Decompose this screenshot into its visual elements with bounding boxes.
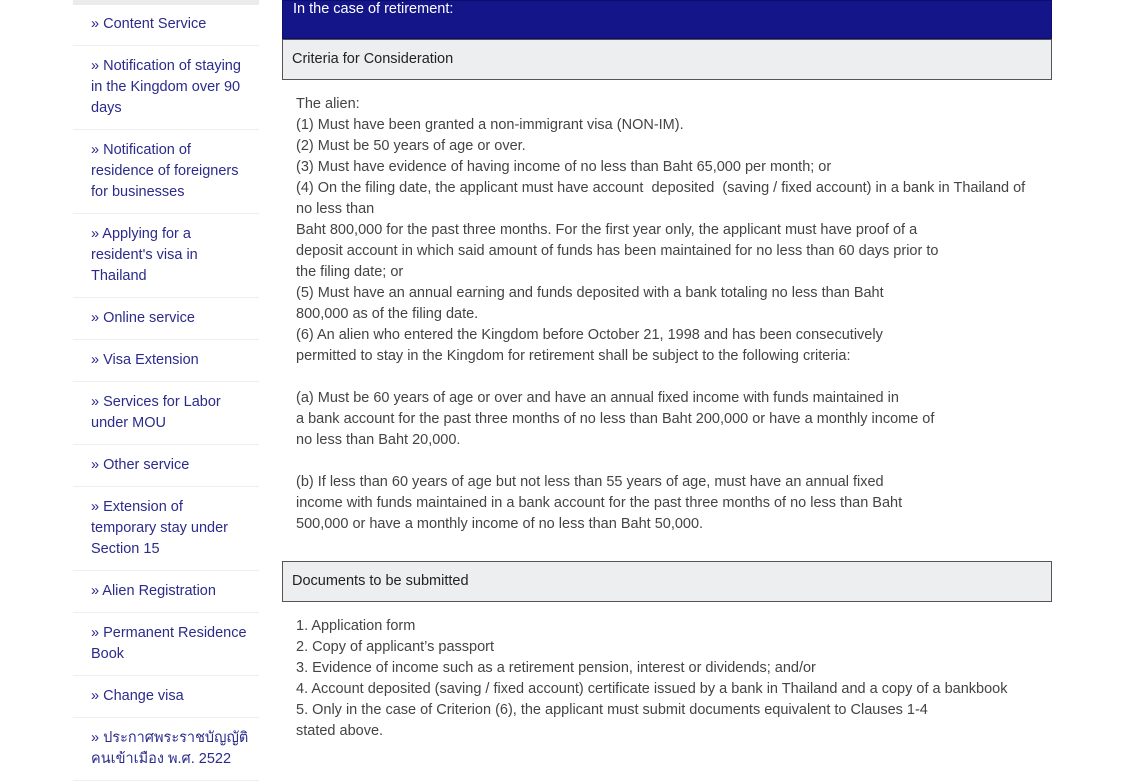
sidebar-item-online-service (73, 298, 259, 340)
criteria-line: (4) On the filing date, the applicant must have account deposited (saving / fixed account) in a bank in Thailand of no less than (296, 180, 1030, 217)
sidebar-item-permanent-residence-book (73, 613, 259, 676)
criteria-sub-a-line: no less than Baht 20,000. (296, 432, 461, 448)
sidebar-link-visa-extension[interactable]: » Visa Extension (91, 352, 199, 368)
document-item: 3. Evidence of income such as a retirement pension, interest or dividends; and/or (296, 660, 816, 676)
documents-list (282, 602, 1052, 742)
document-item: stated above. (296, 723, 384, 739)
sidebar-link-other-service[interactable]: » Other service (91, 457, 190, 473)
criteria-line: (2) Must be 50 years of age or over. (296, 138, 526, 154)
criteria-line: the filing date; or (296, 264, 404, 280)
criteria-sub-b-line: income with funds maintained in a bank account for the past three months of no less than Baht (296, 495, 903, 511)
documents-heading: Documents to be submitted (282, 561, 1052, 602)
sidebar-item-change-visa (73, 676, 259, 718)
criteria-heading: Criteria for Consideration (282, 39, 1052, 80)
sidebar-item-section-15 (73, 487, 259, 571)
criteria-line: The alien: (296, 96, 360, 112)
sidebar-link-alien-registration[interactable]: » Alien Registration (91, 583, 216, 599)
document-item: 2. Copy of applicant’s passport (296, 639, 495, 655)
sidebar-nav (73, 0, 259, 781)
sidebar-link-resident-visa[interactable]: » Applying for a resident's visa in Thailand (91, 226, 198, 284)
criteria-body (282, 80, 1052, 535)
sidebar-item-notification-90-days (73, 46, 259, 130)
criteria-sub-a-line: a bank account for the past three months of no less than Baht 200,000 or have a monthly income of (296, 411, 935, 427)
sidebar-link-permanent-residence-book[interactable]: » Permanent Residence Book (91, 625, 247, 662)
sidebar-link-online-service[interactable]: » Online service (91, 310, 195, 326)
document-item: 1. Application form (296, 618, 416, 634)
sidebar-link-content-service[interactable]: » Content Service (91, 16, 207, 32)
criteria-line: Baht 800,000 for the past three months. For the first year only, the applicant must have proof of a (296, 222, 918, 238)
sidebar-link-change-visa[interactable]: » Change visa (91, 688, 184, 704)
sidebar-item-visa-extension (73, 340, 259, 382)
criteria-line: deposit account in which said amount of funds has been maintained for no less than 60 days prior to (296, 243, 939, 259)
sidebar-item-immigration-act (73, 718, 259, 781)
sidebar-link-notification-residence[interactable]: » Notification of residence of foreigners for businesses (91, 142, 239, 200)
spacer (296, 367, 1038, 388)
criteria-line: 800,000 as of the filing date. (296, 306, 479, 322)
section-title: In the case of retirement: (282, 0, 1052, 39)
criteria-sub-b-line: (b) If less than 60 years of age but not less than 55 years of age, must have an annual fixed (296, 474, 884, 490)
spacer (296, 451, 1038, 472)
sidebar-item-labor-mou (73, 382, 259, 445)
sidebar-link-immigration-act[interactable]: » ประกาศพระราชบัญญัติคนเข้าเมือง พ.ศ. 2522 (91, 730, 249, 767)
sidebar-list (73, 5, 259, 781)
sidebar-item-notification-residence (73, 130, 259, 214)
sidebar-item-alien-registration (73, 571, 259, 613)
criteria-line: (5) Must have an annual earning and funds deposited with a bank totaling no less than Baht (296, 285, 884, 301)
criteria-line: (6) An alien who entered the Kingdom before October 21, 1998 and has been consecutively (296, 327, 883, 343)
criteria-line: permitted to stay in the Kingdom for retirement shall be subject to the following criteria: (296, 348, 851, 364)
sidebar-link-labor-mou[interactable]: » Services for Labor under MOU (91, 394, 221, 431)
sidebar-item-content-service (73, 5, 259, 46)
criteria-line: (3) Must have evidence of having income of no less than Baht 65,000 per month; or (296, 159, 832, 175)
criteria-line: (1) Must have been granted a non-immigrant visa (NON-IM). (296, 117, 684, 133)
document-item: 4. Account deposited (saving / fixed account) certificate issued by a bank in Thailand and a copy of a bankbook (296, 681, 1008, 697)
main-content (282, 0, 1052, 742)
sidebar-item-resident-visa (73, 214, 259, 298)
sidebar-link-section-15[interactable]: » Extension of temporary stay under Section 15 (91, 499, 229, 557)
document-item: 5. Only in the case of Criterion (6), the applicant must submit documents equivalent to Clauses 1-4 (296, 702, 928, 718)
criteria-sub-a-line: (a) Must be 60 years of age or over and have an annual fixed income with funds maintained in (296, 390, 899, 406)
sidebar-link-notification-90-days[interactable]: » Notification of staying in the Kingdom over 90 days (91, 58, 241, 116)
criteria-sub-b-line: 500,000 or have a monthly income of no less than Baht 50,000. (296, 516, 704, 532)
sidebar-item-other-service (73, 445, 259, 487)
